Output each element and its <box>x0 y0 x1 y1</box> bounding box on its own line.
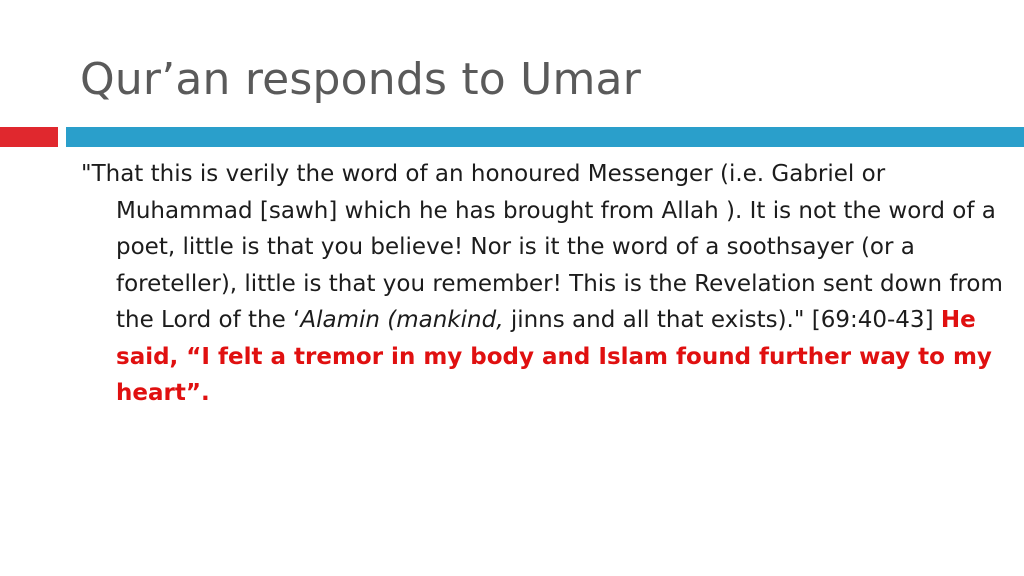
slide-title: Qur’an responds to Umar <box>80 54 642 105</box>
highlighted-statement: He said, “I felt a tremor in my body and Islam found further way to my heart”. <box>116 307 992 406</box>
quote-text-italic: Alamin (mankind, <box>300 307 504 333</box>
quote-text-end: jinns and all that exists)." [69:40-43] <box>503 307 941 333</box>
quote-paragraph <box>81 156 1016 412</box>
accent-bar-red <box>0 127 58 147</box>
accent-bar-blue <box>66 127 1024 147</box>
quote-text-start: "That this is verily the word of an honoured Messenger (i.e. Gabriel or Muhammad [sawh] which he has brought from Allah ). It is not the word of a poet, little is that you believe! Nor is it the word of a soothsayer (or a foreteller), little is that you remember! This is the Revelation sent down from the Lord of the ‘ <box>81 161 1003 333</box>
